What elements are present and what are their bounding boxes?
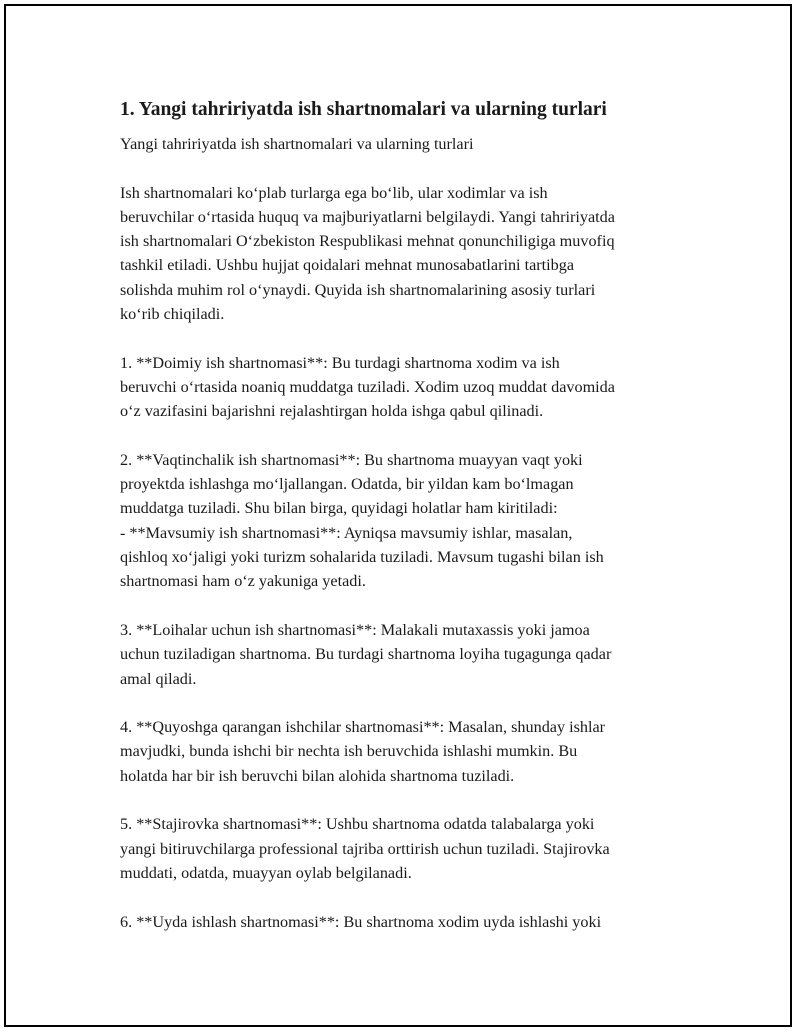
document-body	[120, 98, 690, 958]
document-title: 1. Yangi tahririyatda ish shartnomalari va ularning turlari	[120, 99, 607, 120]
paragraph-item-1: 1. **Doimiy ish shartnomasi**: Bu turdagi shartnoma xodim va ish beruvchi o‘rtasida noaniq muddatga tuziladi. Xodim uzoq muddat davomida o‘z vazifasini bajarishni rejalashtirgan holda ishga qabul qilinadi.	[120, 353, 615, 421]
paragraph-item-4: 4. **Quyoshga qarangan ishchilar shartnomasi**: Masalan, shunday ishlar mavjudki, bunda ishchi bir nechta ish beruvchida ishlashi mumkin. Bu holatda har bir ish beruvchi bilan alohida shartnoma tuziladi.	[120, 718, 606, 785]
paragraph-intro: Ish shartnomalari ko‘plab turlarga ega bo‘lib, ular xodimlar va ish beruvchilar o‘rtasida huquq va majburiyatlarni belgilaydi. Yangi tahririyatda ish shartnomalari O‘zbekiston Respublikasi mehnat qonunchiligiga muvofiq tashkil etiladi. Ushbu hujjat qoidalari mehnat munosabatlarini tartibga solishda muhim rol o‘ynaydi. Quyida ish shartnomalarining asosiy turlari ko‘rib chiqiladi.	[120, 183, 615, 324]
page-frame	[4, 4, 792, 1027]
paragraph-item-5: 5. **Stajirovka shartnomasi**: Ushbu shartnoma odatda talabalarga yoki yangi bitiruvchilarga professional tajriba orttirish uchun tuziladi. Stajirovka muddati, odatda, muayyan oylab belgilanadi.	[120, 815, 610, 882]
paragraph-item-6: 6. **Uyda ishlash shartnomasi**: Bu shartnoma xodim uyda ishlashi yoki	[120, 912, 602, 931]
paragraph-item-2: 2. **Vaqtinchalik ish shartnomasi**: Bu shartnoma muayyan vaqt yoki proyektda ishlashga mo‘ljallangan. Odatda, bir yildan kam bo‘lmagan muddatga tuziladi. Shu bilan birga, quyidagi holatlar ham kiritiladi: - **Mavsumiy ish shartnomasi**: Ayniqsa mavsumiy ishlar, masalan, qishloq xo‘jaligi yoki turizm sohalarida tuziladi. Mavsum tugashi bilan ish shartnomasi ham o‘z yakuniga yetadi.	[120, 450, 604, 591]
paragraph-item-3: 3. **Loihalar uchun ish shartnomasi**: Malakali mutaxassis yoki jamoa uchun tuziladigan shartnoma. Bu turdagi shartnoma loyiha tugagunga qadar amal qiladi.	[120, 620, 612, 688]
document-subtitle: Yangi tahririyatda ish shartnomalari va ularning turlari	[120, 135, 474, 153]
